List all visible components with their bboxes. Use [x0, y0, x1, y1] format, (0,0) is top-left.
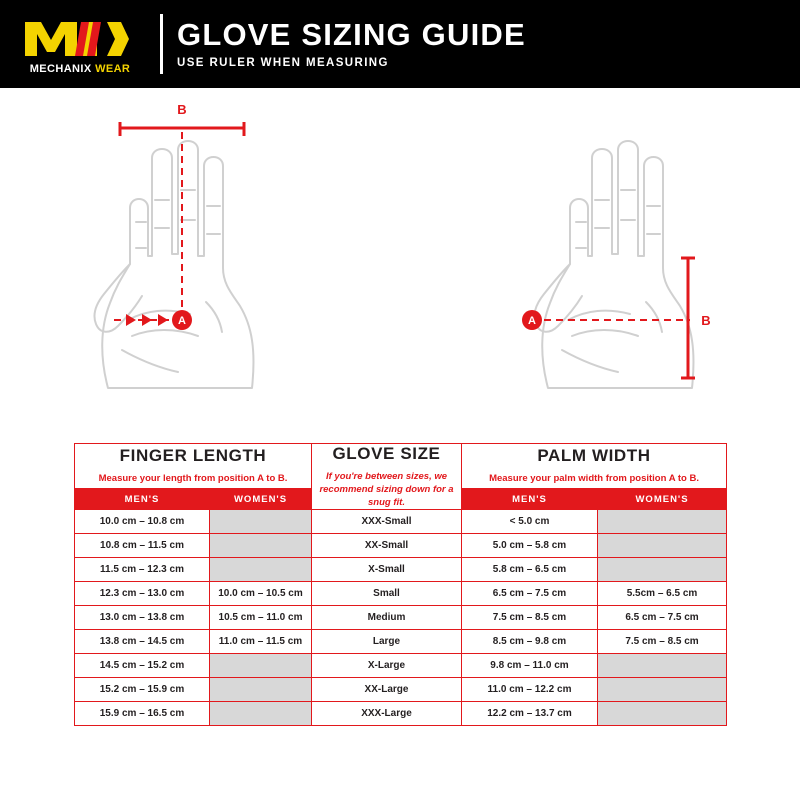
- cell-finger-womens-empty: [210, 654, 312, 678]
- subheader-palm-mens: MEN'S: [462, 489, 598, 510]
- brand-logo: [0, 0, 160, 88]
- table-row: [75, 582, 727, 606]
- cell-palm-mens: 8.5 cm – 9.8 cm: [462, 630, 598, 654]
- cell-finger-mens: 13.0 cm – 13.8 cm: [75, 606, 210, 630]
- table-row: [75, 534, 727, 558]
- cell-palm-mens: < 5.0 cm: [462, 510, 598, 534]
- brand-suffix: WEAR: [95, 62, 131, 75]
- brand-name: MECHANIX: [29, 62, 92, 75]
- finger-length-title: FINGER LENGTH: [119, 446, 267, 466]
- finger-length-header: [75, 444, 312, 489]
- cell-palm-womens-empty: [598, 510, 727, 534]
- cell-palm-womens-empty: [598, 678, 727, 702]
- cell-palm-womens-empty: [598, 558, 727, 582]
- cell-palm-womens: 6.5 cm – 7.5 cm: [598, 606, 727, 630]
- finger-length-desc: Measure your length from position A to B.: [98, 473, 288, 485]
- table-body: [75, 510, 727, 726]
- finger-length-hand-diagram: [94, 141, 253, 388]
- cell-finger-mens: 11.5 cm – 12.3 cm: [75, 558, 210, 582]
- cell-palm-mens: 11.0 cm – 12.2 cm: [462, 678, 598, 702]
- cell-finger-womens-empty: [210, 510, 312, 534]
- palm-width-header: [462, 444, 727, 489]
- palm-width-desc: Measure your palm width from position A to B.: [489, 473, 699, 485]
- subheader-palm-womens: WOMEN'S: [598, 489, 727, 510]
- mechanix-m-logo-icon: [21, 18, 139, 60]
- cell-finger-womens-empty: [210, 702, 312, 726]
- page-subtitle: USE RULER WHEN MEASURING: [177, 56, 389, 69]
- cell-finger-mens: 15.2 cm – 15.9 cm: [75, 678, 210, 702]
- cell-glove-size: Medium: [312, 606, 462, 630]
- table-row: [75, 606, 727, 630]
- table-row: [75, 630, 727, 654]
- glove-size-header: [312, 444, 462, 510]
- table-row: [75, 510, 727, 534]
- cell-glove-size: X-Large: [312, 654, 462, 678]
- cell-palm-mens: 5.8 cm – 6.5 cm: [462, 558, 598, 582]
- hand-diagrams: [0, 88, 800, 438]
- sizing-table-wrap: [74, 443, 726, 726]
- page-title: GLOVE SIZING GUIDE: [177, 17, 526, 53]
- table-row: [75, 558, 727, 582]
- cell-glove-size: XXX-Large: [312, 702, 462, 726]
- table-row: [75, 654, 727, 678]
- right-point-a-label: A: [528, 315, 536, 327]
- left-point-a-label: A: [178, 315, 186, 327]
- header-divider: [160, 14, 163, 74]
- glove-size-desc: If you're between sizes, we recommend sizing down for a snug fit.: [319, 471, 454, 508]
- cell-finger-womens: 10.0 cm – 10.5 cm: [210, 582, 312, 606]
- subheader-finger-mens: MEN'S: [75, 489, 210, 510]
- right-point-b-label: B: [701, 313, 711, 328]
- cell-finger-mens: 10.8 cm – 11.5 cm: [75, 534, 210, 558]
- cell-finger-mens: 15.9 cm – 16.5 cm: [75, 702, 210, 726]
- table-row: [75, 678, 727, 702]
- cell-glove-size: Small: [312, 582, 462, 606]
- left-point-b-label: B: [177, 102, 187, 117]
- page-header: [0, 0, 800, 88]
- palm-width-hand-diagram: [534, 141, 693, 388]
- cell-finger-womens-empty: [210, 534, 312, 558]
- cell-palm-womens-empty: [598, 534, 727, 558]
- cell-palm-womens: 5.5cm – 6.5 cm: [598, 582, 727, 606]
- cell-palm-mens: 9.8 cm – 11.0 cm: [462, 654, 598, 678]
- cell-palm-womens-empty: [598, 654, 727, 678]
- cell-finger-womens: 10.5 cm – 11.0 cm: [210, 606, 312, 630]
- table-row: [75, 702, 727, 726]
- cell-finger-mens: 13.8 cm – 14.5 cm: [75, 630, 210, 654]
- cell-palm-mens: 7.5 cm – 8.5 cm: [462, 606, 598, 630]
- cell-finger-womens-empty: [210, 678, 312, 702]
- palm-width-title: PALM WIDTH: [537, 446, 651, 466]
- cell-glove-size: Large: [312, 630, 462, 654]
- cell-finger-womens: 11.0 cm – 11.5 cm: [210, 630, 312, 654]
- cell-glove-size: XX-Small: [312, 534, 462, 558]
- cell-finger-mens: 10.0 cm – 10.8 cm: [75, 510, 210, 534]
- cell-palm-mens: 12.2 cm – 13.7 cm: [462, 702, 598, 726]
- cell-palm-mens: 6.5 cm – 7.5 cm: [462, 582, 598, 606]
- cell-finger-mens: 12.3 cm – 13.0 cm: [75, 582, 210, 606]
- palm-width-measure: [532, 258, 695, 378]
- cell-palm-mens: 5.0 cm – 5.8 cm: [462, 534, 598, 558]
- sizing-table: [74, 443, 727, 726]
- table-header-row: [75, 444, 727, 489]
- cell-finger-mens: 14.5 cm – 15.2 cm: [75, 654, 210, 678]
- cell-glove-size: X-Small: [312, 558, 462, 582]
- cell-finger-womens-empty: [210, 558, 312, 582]
- glove-size-title: GLOVE SIZE: [332, 444, 441, 463]
- subheader-finger-womens: WOMEN'S: [210, 489, 312, 510]
- cell-glove-size: XX-Large: [312, 678, 462, 702]
- cell-palm-womens: 7.5 cm – 8.5 cm: [598, 630, 727, 654]
- cell-glove-size: XXX-Small: [312, 510, 462, 534]
- brand-logo-text: [30, 63, 131, 75]
- cell-palm-womens-empty: [598, 702, 727, 726]
